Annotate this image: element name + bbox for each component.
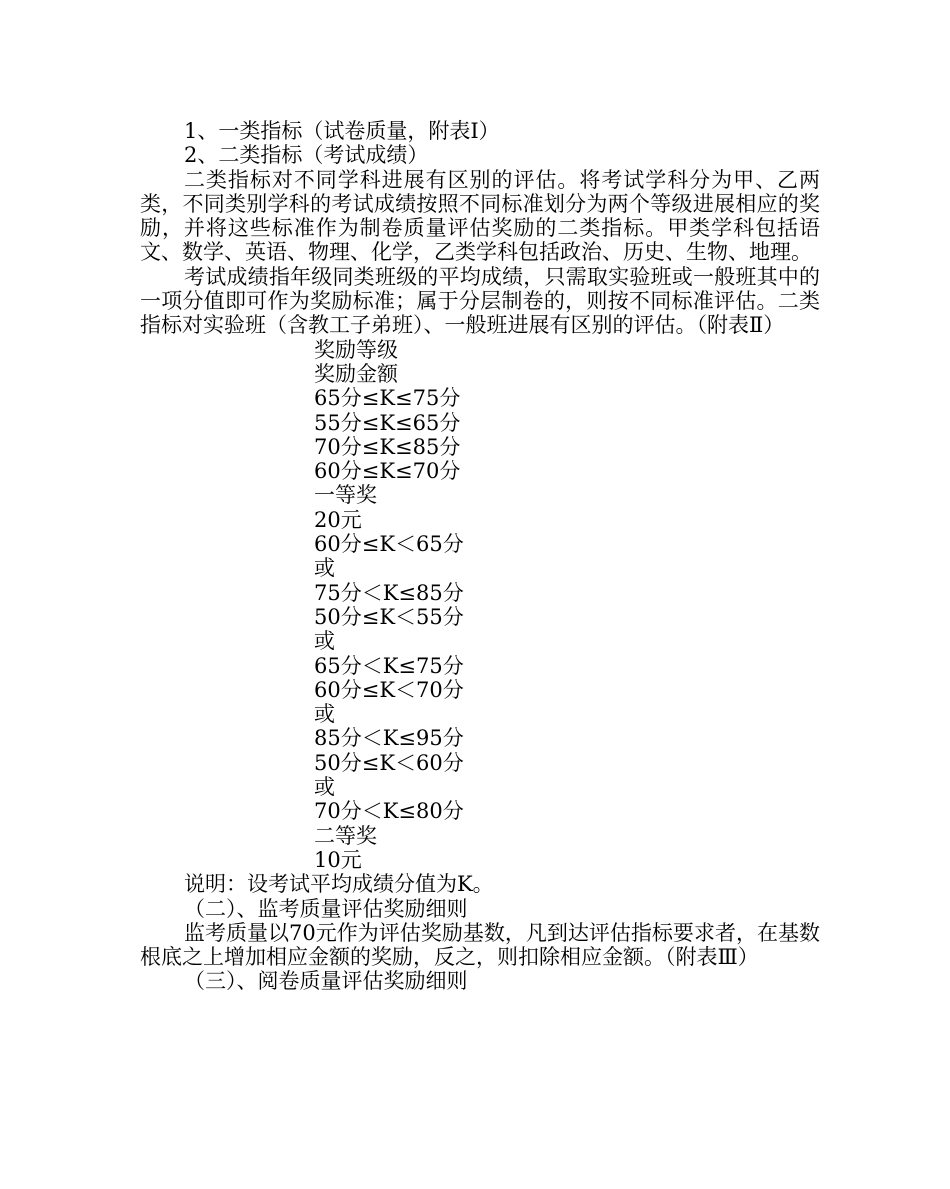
item-2-heading: 2、二类指标（考试成绩） xyxy=(184,143,429,168)
paragraph-category-2-description: 二类指标对不同学科进展有区别的评估。将考试学科分为甲、乙两类，不同类别学科的考试成绩按照不同标准划分为两个等级进展相应的奖励，并将这些标准作为制卷质量评估奖励的二类指标。甲类学科包括语文、数学、英语、物理、化学，乙类学科包括政治、历史、生物、地理。 xyxy=(140,167,820,265)
paragraph-exam-score-description: 考试成绩指年级同类班级的平均成绩，只需取实验班或一般班其中的一项分值即可作为奖励标准；属于分层制卷的，则按不同标准评估。二类指标对实验班（含教工子弟班）、一般班进展有区别的评估。（附表Ⅱ） xyxy=(140,264,820,338)
table-cell: 60分≤K＜70分 xyxy=(314,677,464,702)
table-cell: 70分＜K≤80分 xyxy=(314,799,464,824)
table-cell: 二等奖 xyxy=(314,823,377,848)
table-cell: 85分＜K≤95分 xyxy=(314,726,464,751)
table-cell: 或 xyxy=(314,629,335,654)
table-cell: 10元 xyxy=(314,847,362,872)
table-cell: 奖励金额 xyxy=(314,361,398,386)
table-cell: 50分≤K＜55分 xyxy=(314,604,464,629)
item-1-heading: 1、一类指标（试卷质量，附表Ⅰ） xyxy=(184,119,500,143)
appendix-table-2 xyxy=(140,338,820,873)
table-cell: 70分≤K≤85分 xyxy=(314,434,461,459)
table-cell: 60分≤K＜65分 xyxy=(314,532,464,557)
table-cell: 奖励等级 xyxy=(314,337,398,362)
note-paragraph: 说明：设考试平均成绩分值为K。 xyxy=(184,872,494,897)
section-2-heading: （二）、监考质量评估奖励细则 xyxy=(184,896,468,921)
table-cell: 一等奖 xyxy=(314,483,377,508)
document-body xyxy=(140,119,820,994)
section-3-heading: （三）、阅卷质量评估奖励细则 xyxy=(184,969,468,994)
table-cell: 75分＜K≤85分 xyxy=(314,580,464,605)
table-cell: 60分≤K≤70分 xyxy=(314,459,461,484)
table-cell: 65分≤K≤75分 xyxy=(314,386,461,411)
table-cell: 50分≤K＜60分 xyxy=(314,750,464,775)
table-cell: 或 xyxy=(314,702,335,727)
table-cell: 55分≤K≤65分 xyxy=(314,410,461,435)
section-2-body: 监考质量以70元作为评估奖励基数，凡到达评估指标要求者，在基数根底之上增加相应金额的奖励，反之，则扣除相应金额。（附表Ⅲ） xyxy=(140,920,820,970)
table-cell: 20元 xyxy=(314,507,362,532)
table-cell: 或 xyxy=(314,556,335,581)
table-cell: 或 xyxy=(314,775,335,800)
table-cell: 65分＜K≤75分 xyxy=(314,653,464,678)
